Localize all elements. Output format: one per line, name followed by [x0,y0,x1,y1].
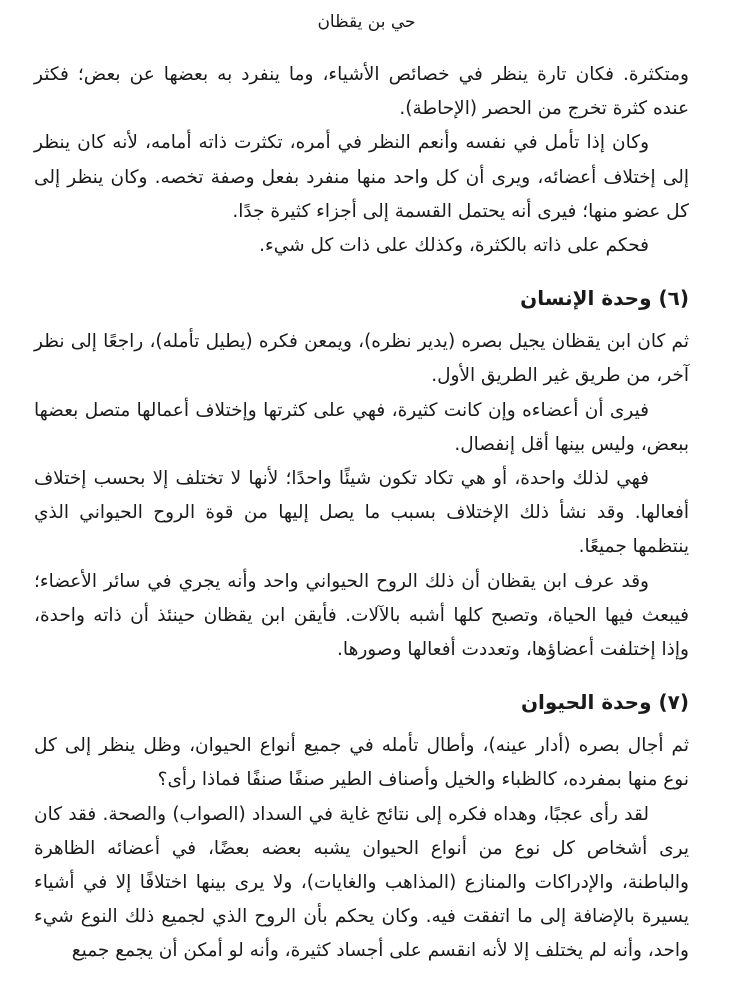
paragraph: ومتكثرة. فكان تارة ينظر في خصائص الأشياء، وما ينفرد به بعضها عن بعض؛ فكثر عنده كثرة تخرج من الحصر (الإحاطة). [34,64,689,120]
running-header: حي بن يقظان [317,12,416,32]
paragraph: فحكم على ذاته بالكثرة، وكذلك على ذات كل شيء. [259,235,649,257]
body-text [34,58,689,969]
paragraph: ثم أجال بصره (أدار عينه)، وأطال تأمله في جميع أنواع الحيوان، وظل ينظر إلى كل نوع منها بمفرده، كالظباء والخيل وأصناف الطير صنفًا صنفًا فماذا رأى؟ [34,735,689,791]
paragraph: لقد رأى عجبًا، وهداه فكره إلى نتائج غاية في السداد (الصواب) والصحة. فقد كان يرى أشخاص كل نوع من أنواع الحيوان يشبه بعضه بعضًا، في أعضائه الظاهرة والباطنة، والإدراكات والمنازع (المذاهب والغايات)، ولا يرى بينها اختلافًا إلا في أشياء يسيرة بالإضافة إلى ما اتفقت فيه. وكان يحكم بأن الروح الذي لجميع ذلك النوع شيء واحد، وأنه لم يختلف إلا لأنه انقسم على أجساد كثيرة، وأنه لو أمكن أن يجمع جميع [34,803,689,962]
paragraph: فهي لذلك واحدة، أو هي تكاد تكون شيئًا واحدًا؛ لأنها لا تختلف إلا بحسب إختلاف أفعالها. وقد نشأ ذلك الإختلاف بسبب ما يصل إليها من قوة الروح الحيواني الذي ينتظمها جميعًا. [34,468,689,558]
section-heading-7: (٧) وحدة الحيوان [520,690,689,715]
paragraph: وكان إذا تأمل في نفسه وأنعم النظر في أمره، تكثرت ذاته أمامه، لأنه كان ينظر إلى إختلاف أعضائه، ويرى أن كل واحد منها منفرد بفعل وصفة تخصه. وكان ينظر إلى كل عضو منها؛ فيرى أنه يحتمل القسمة إلى أجزاء كثيرة جدًا. [34,132,689,222]
paragraph: فيرى أن أعضاءه وإن كانت كثيرة، فهي على كثرتها وإختلاف أعمالها متصل بعضها ببعض، وليس بينها أقل إنفصال. [34,399,689,455]
section-heading-6: (٦) وحدة الإنسان [520,286,689,311]
paragraph: وقد عرف ابن يقظان أن ذلك الروح الحيواني واحد وأنه يجري في سائر الأعضاء؛ فيبعث فيها الحياة، وتصبح كلها أشبه بالآلات. فأيقن ابن يقظان حينئذ أن ذاته واحدة، وإذا إختلفت أعضاؤها، وتعددت أفعالها وصورها. [34,570,689,661]
paragraph: ثم كان ابن يقظان يجيل بصره (يدير نظره)، ويمعن فكره (يطيل تأمله)، راجعًا إلى نظر آخر، من طريق غير الطريق الأول. [34,331,689,387]
